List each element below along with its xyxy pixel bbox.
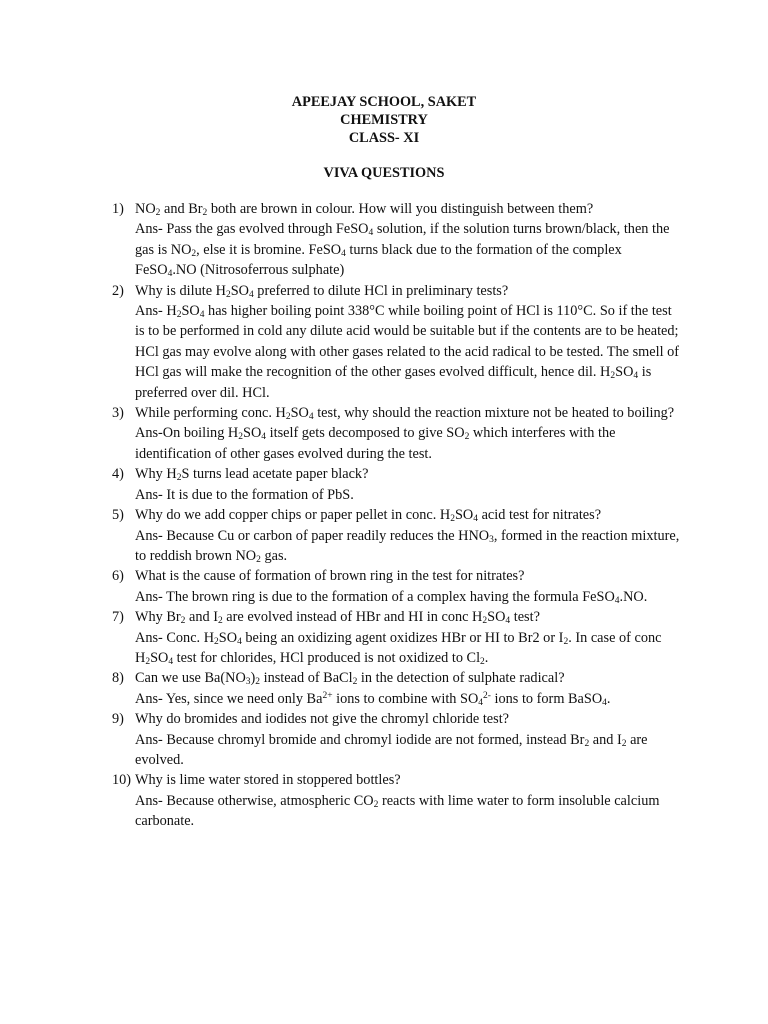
answer-text: Ans- Conc. $H_2SO_4$ being an oxidizing agent oxidizes HBr or HI to Br2 or $I_2$. In case of conc $H_2SO_4$ test for chlorides, HCl produced is not oxidized to $Cl_2$. [135, 629, 662, 667]
question-item [112, 566, 682, 607]
question-text: Why is dilute $H_2SO_4$ preferred to dilute HCl in preliminary tests? [135, 282, 509, 300]
question-item [112, 199, 682, 281]
document-header [0, 93, 768, 182]
answer-text: Ans- Pass the gas evolved through FeSO$_4$ solution, if the solution turns brown/black, then the gas is $NO_2$, else it is bromine. FeSO$_4$ turns black due to the formation of the complex FeSO$_4$.NO (Nitrosoferrous sulphate) [135, 221, 670, 280]
answer-text: Ans- It is due to the formation of PbS. [135, 486, 354, 503]
question-number: 2) [112, 282, 124, 299]
section-title: VIVA QUESTIONS [323, 165, 445, 181]
question-number: 6) [112, 568, 124, 585]
question-text: While performing conc. $H_2SO_4$ test, why should the reaction mixture not be heated to boiling? [135, 405, 675, 423]
question-text: What is the cause of formation of brown ring in the test for nitrates? [135, 568, 525, 585]
class-label: CLASS- XI [348, 130, 420, 146]
question-item [112, 464, 682, 505]
subject-title: CHEMISTRY [340, 112, 428, 128]
question-item [112, 281, 682, 403]
question-item [112, 505, 682, 566]
school-name: APEEJAY SCHOOL, SAKET [291, 94, 477, 110]
question-number: 1) [112, 201, 124, 217]
question-number: 9) [112, 711, 124, 728]
question-text: Why do we add copper chips or paper pellet in conc. $H_2SO_4$ acid test for nitrates? [135, 507, 602, 525]
question-number: 5) [112, 507, 124, 524]
answer-text: Ans- $H_2SO_4$ has higher boiling point 338°C while boiling point of HCl is 110°C. So if the test is to be performed in cold any dilute acid would be suitable but if the contents are to be heated; HCl gas may evolve along with other gases related to the acid radical to be tested. The smell of HCl gas will make the recognition of the other gases evolved difficult, hence dil. $H_2SO_4$ is preferred over dil. HCl. [135, 303, 680, 401]
question-text: Can we use $Ba(NO_3)_2$ instead of BaCl$_2$ in the detection of sulphate radical? [135, 670, 565, 688]
answer-text: Ans- The brown ring is due to the formation of a complex having the formula FeSO$_4$.NO. [135, 588, 648, 606]
question-text: $NO_2$ and $Br_2$ both are brown in colour. How will you distinguish between them? [135, 201, 594, 218]
question-number: 8) [112, 670, 124, 687]
question-number: 4) [112, 466, 124, 483]
question-item [112, 709, 682, 770]
question-number: 3) [112, 405, 124, 422]
question-list [112, 199, 682, 832]
answer-text: Ans-On boiling $H_2SO_4$ itself gets decomposed to give $SO_2$ which interferes with the identification of other gases evolved during the test. [135, 425, 616, 462]
question-text: Why $Br_2$ and $I_2$ are evolved instead of HBr and HI in conc $H_2SO_4$ test? [135, 609, 540, 627]
question-text: Why $H_2S$ turns lead acetate paper black? [135, 466, 369, 484]
question-number: 10) [112, 772, 132, 789]
answer-text: Ans- Because otherwise, atmospheric $CO_2$ reacts with lime water to form insoluble calcium carbonate. [135, 792, 660, 830]
question-item [112, 403, 682, 464]
question-number: 7) [112, 609, 124, 626]
answer-text: Ans- Because chromyl bromide and chromyl iodide are not formed, instead $Br_2$ and $I_2$ are evolved. [135, 731, 648, 768]
question-item [112, 607, 682, 668]
question-item [112, 668, 682, 709]
question-item [112, 770, 682, 831]
answer-text: Ans- Yes, since we need only $Ba^{2+}$ ions to combine with $SO_4^{2-}$ ions to form BaSO$_4$. [135, 690, 611, 708]
question-text: Why is lime water stored in stoppered bottles? [135, 772, 401, 789]
question-text: Why do bromides and iodides not give the chromyl chloride test? [135, 711, 510, 728]
answer-text: Ans- Because Cu or carbon of paper readily reduces the $HNO_3$, formed in the reaction mixture, to reddish brown $NO_2$ gas. [135, 527, 680, 565]
